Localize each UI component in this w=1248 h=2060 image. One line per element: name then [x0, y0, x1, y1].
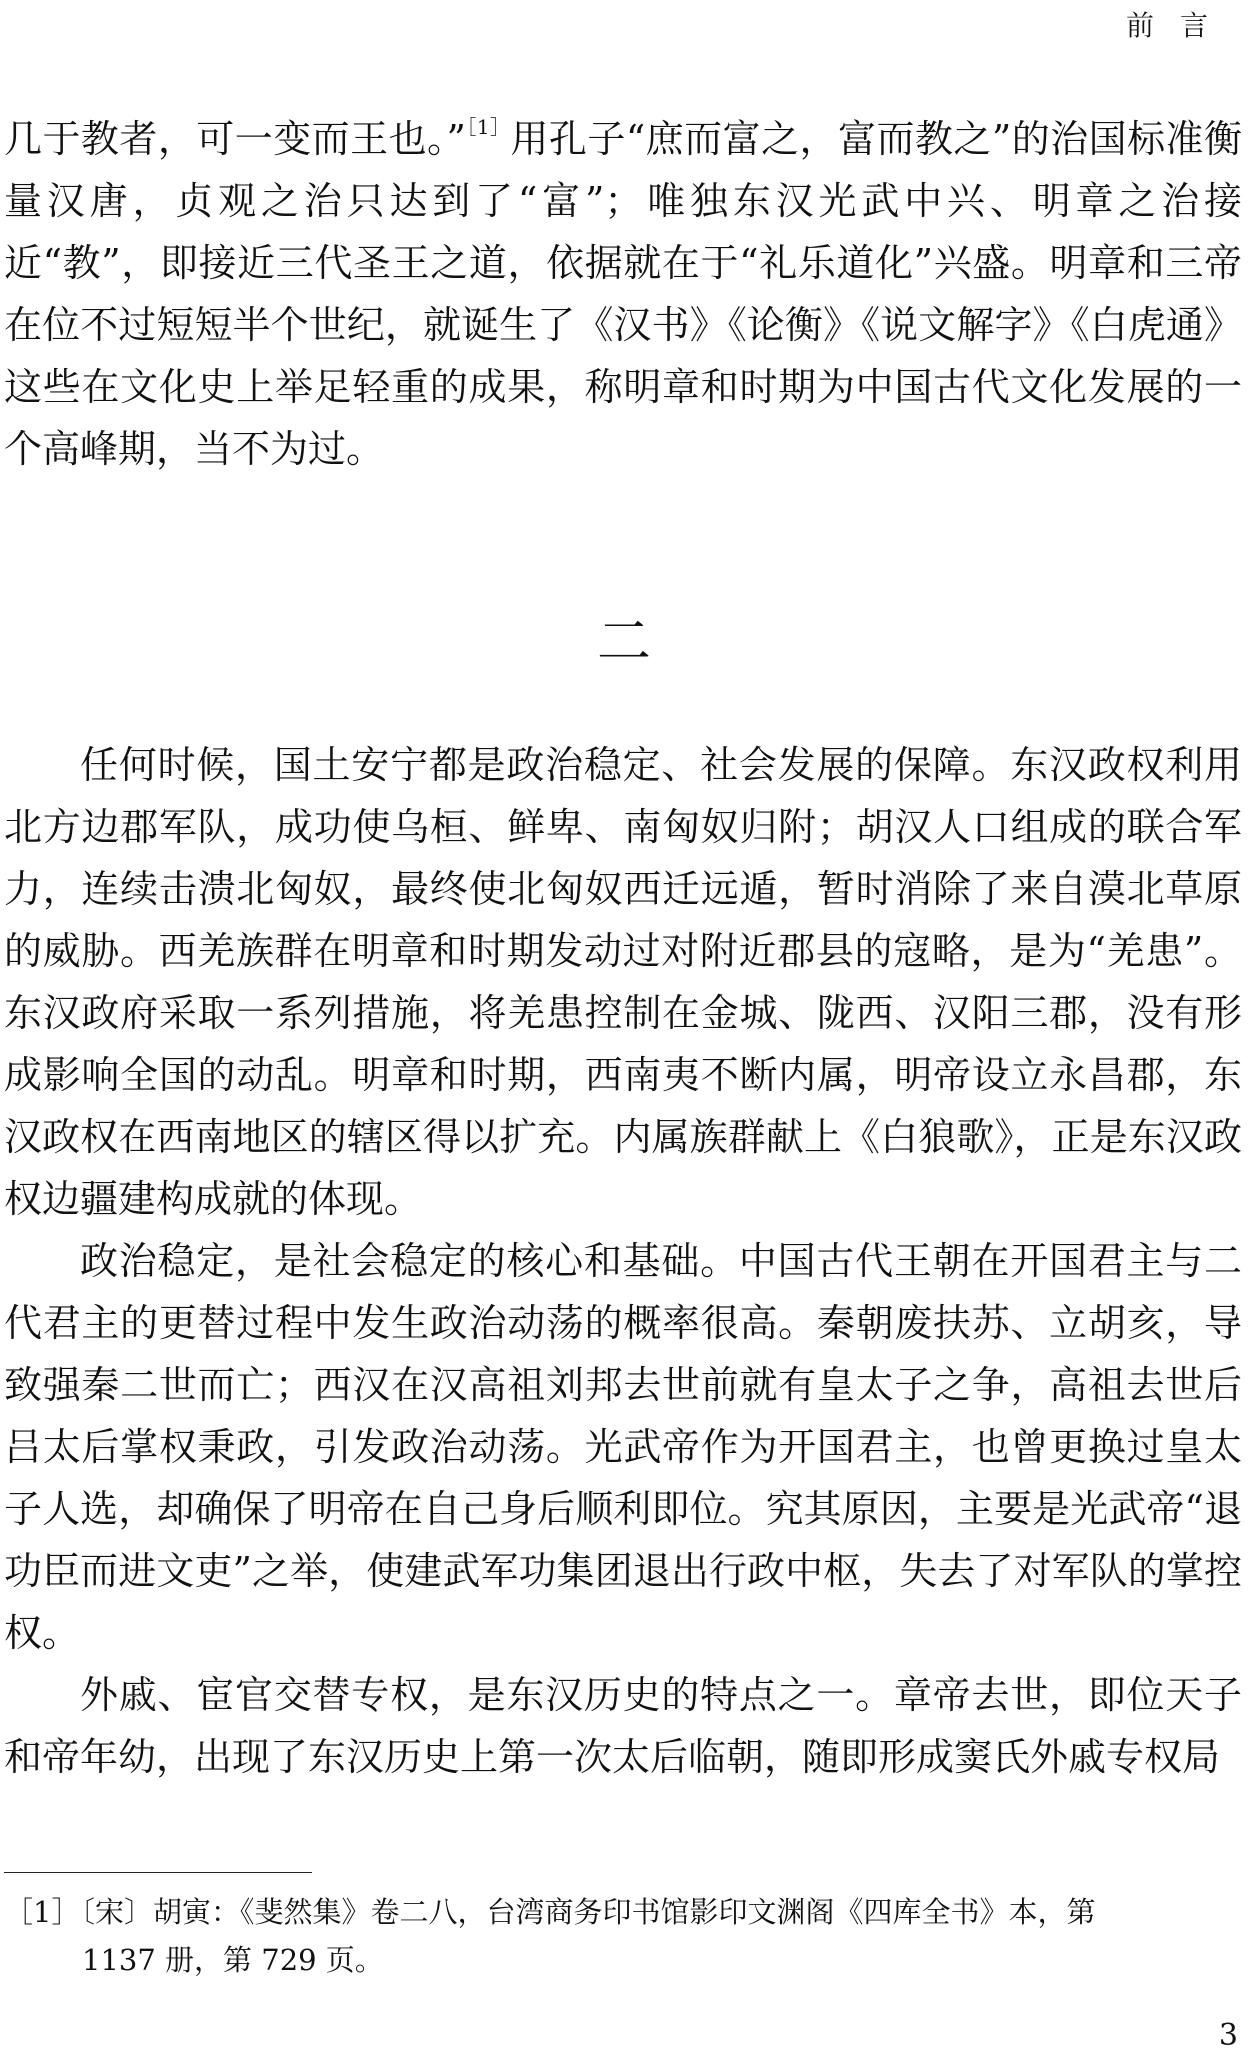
paragraph-text: 几于教者，可一变而王也。” [4, 117, 466, 161]
footnote-reference[interactable]: ［1］ [465, 115, 511, 139]
footnote [4, 1888, 1242, 1984]
section-1-text [4, 108, 1242, 480]
page-number: 3 [1218, 2018, 1238, 2053]
paragraph-text: 用孔子“庶而富之，富而教之”的治国标准衡量汉唐，贞观之治只达到了“富”；唯独东汉光武中兴、明章之治接近“教”，即接近三代圣王之道，依据就在于“礼乐道化”兴盛。明章和三帝在位不过短短半个世纪，就诞生了《汉书》《论衡》《说文解字》《白虎通》这些在文化史上举足轻重的成果，称明章和时期为中国古代文化发展的一个高峰期，当不为过。 [4, 117, 1242, 471]
paragraph [4, 108, 1242, 480]
footnote-divider [4, 1872, 312, 1873]
paragraph: 政治稳定，是社会稳定的核心和基础。中国古代王朝在开国君主与二代君主的更替过程中发生政治动荡的概率很高。秦朝废扶苏、立胡亥，导致强秦二世而亡；西汉在汉高祖刘邦去世前就有皇太子之争，高祖去世后吕太后掌权秉政，引发政治动荡。光武帝作为开国君主，也曾更换过皇太子人选，却确保了明帝在自己身后顺利即位。究其原因，主要是光武帝“退功臣而进文吏”之举，使建武军功集团退出行政中枢，失去了对军队的掌控权。 [4, 1239, 1242, 1655]
footnote-text: 〔宋〕胡寅：《斐然集》卷二八，台湾商务印书馆影印文渊阁《四库全书》本，第 [80, 1895, 1096, 1929]
section-2-text [4, 734, 1242, 1788]
section-heading: 二 [597, 610, 651, 673]
footnote-text-continued: 1137 册，第 729 页。 [82, 1943, 384, 1977]
running-head: 前言 [1125, 9, 1234, 42]
footnote-marker: ［1］ [4, 1895, 81, 1929]
paragraph: 外戚、宦官交替专权，是东汉历史的特点之一。章帝去世，即位天子和帝年幼，出现了东汉历史上第一次太后临朝，随即形成窦氏外戚专权局 [4, 1673, 1242, 1779]
paragraph: 任何时候，国土安宁都是政治稳定、社会发展的保障。东汉政权利用北方边郡军队，成功使乌桓、鲜卑、南匈奴归附；胡汉人口组成的联合军力，连续击溃北匈奴，最终使北匈奴西迁远遁，暂时消除了来自漠北草原的威胁。西羌族群在明章和时期发动过对附近郡县的寇略，是为“羌患”。东汉政府采取一系列措施，将羌患控制在金城、陇西、汉阳三郡，没有形成影响全国的动乱。明章和时期，西南夷不断内属，明帝设立永昌郡，东汉政权在西南地区的辖区得以扩充。内属族群献上《白狼歌》，正是东汉政权边疆建构成就的体现。 [4, 743, 1242, 1221]
